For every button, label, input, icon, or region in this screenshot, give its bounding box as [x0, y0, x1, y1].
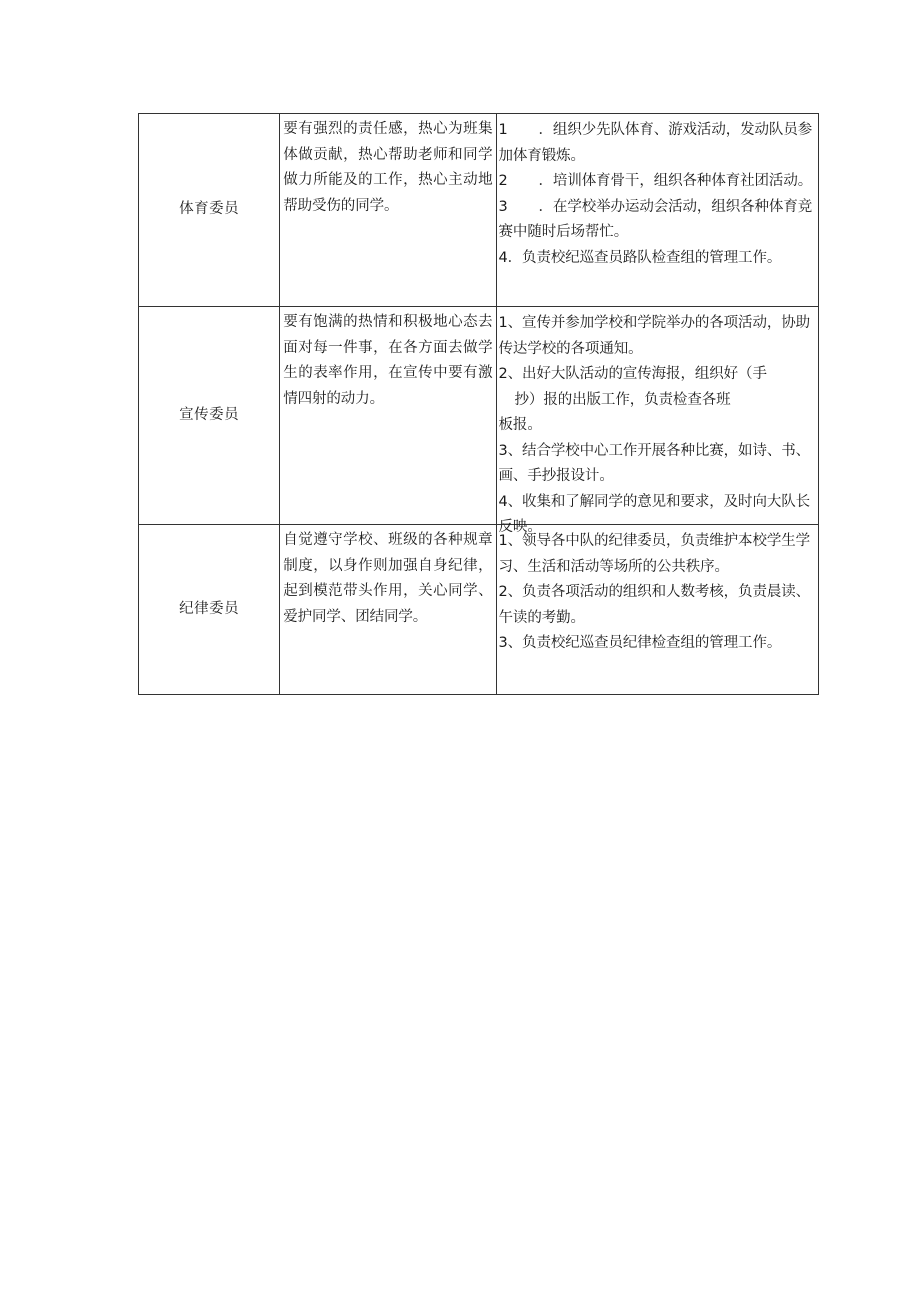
- duty-text: ．组织少先队体育、游戏活动，发动队员参加体育锻炼。: [498, 122, 813, 164]
- duty-number: 3: [498, 198, 508, 215]
- requirement-cell: 自觉遵守学校、班级的各种规章制度，以身作则加强自身纪律，起到模范带头作用，关心同学、爱护同学、团结同学。: [280, 525, 496, 695]
- duty-number: 1: [498, 122, 508, 138]
- duty-item: 2、出好大队活动的宣传海报，组织好（手: [498, 366, 767, 382]
- table-row-discipline-committee: [139, 525, 819, 695]
- duties-cell: [496, 525, 818, 695]
- requirement-cell: 要有强烈的责任感，热心为班集体做贡献，热心帮助老师和同学做力所能及的工作，热心主动地帮助受伤的同学。: [280, 114, 496, 307]
- duties-cell: [496, 307, 818, 535]
- duty-text: ．培训体育骨干，组织各种体育社团活动。: [538, 173, 813, 189]
- duty-item: 板报。: [498, 417, 542, 433]
- duty-list: [499, 118, 816, 271]
- duty-item: [499, 169, 816, 195]
- duty-item: 3、负责校纪巡查员纪律检查组的管理工作。: [498, 635, 782, 651]
- class-committee-duty-table: [138, 113, 819, 695]
- duty-list: [498, 311, 816, 535]
- duty-number: 2: [498, 173, 508, 189]
- duty-list: [499, 529, 816, 657]
- table-row-sports-committee: [139, 114, 819, 307]
- duty-item: 1、宣传并参加学校和学院举办的各项活动，协助传达学校的各项通知。: [498, 315, 811, 357]
- duty-item: 4、收集和了解同学的意见和要求，及时向大队长反映。: [498, 493, 811, 535]
- duty-item: 4．负责校纪巡查员路队检查组的管理工作。: [498, 249, 782, 266]
- duty-item: 2、负责各项活动的组织和人数考核，负责晨读、午读的考勤。: [498, 584, 811, 626]
- duty-item: 抄）报的出版工作，负责检查各班: [514, 391, 731, 408]
- role-cell: 宣传委员: [139, 307, 280, 525]
- duty-item: 1、领导各中队的纪律委员，负责维护本校学生学习、生活和活动等场所的公共秩序。: [498, 533, 811, 575]
- duty-item: 3、结合学校中心工作开展各种比赛，如诗、书、画、手抄报设计。: [498, 442, 811, 484]
- requirement-cell: 要有饱满的热情和积极地心态去面对每一件事，在各方面去做学生的表率作用，在宣传中要有激情四射的动力。: [280, 307, 496, 525]
- duty-text: ．在学校举办运动会活动，组织各种体育竞赛中随时后场帮忙。: [498, 198, 813, 240]
- duty-item: [499, 195, 816, 246]
- duty-item: [499, 118, 816, 169]
- duties-cell: [496, 114, 818, 307]
- table-row-publicity-committee: [139, 307, 819, 525]
- role-cell: 体育委员: [139, 114, 280, 307]
- role-cell: 纪律委员: [139, 525, 280, 695]
